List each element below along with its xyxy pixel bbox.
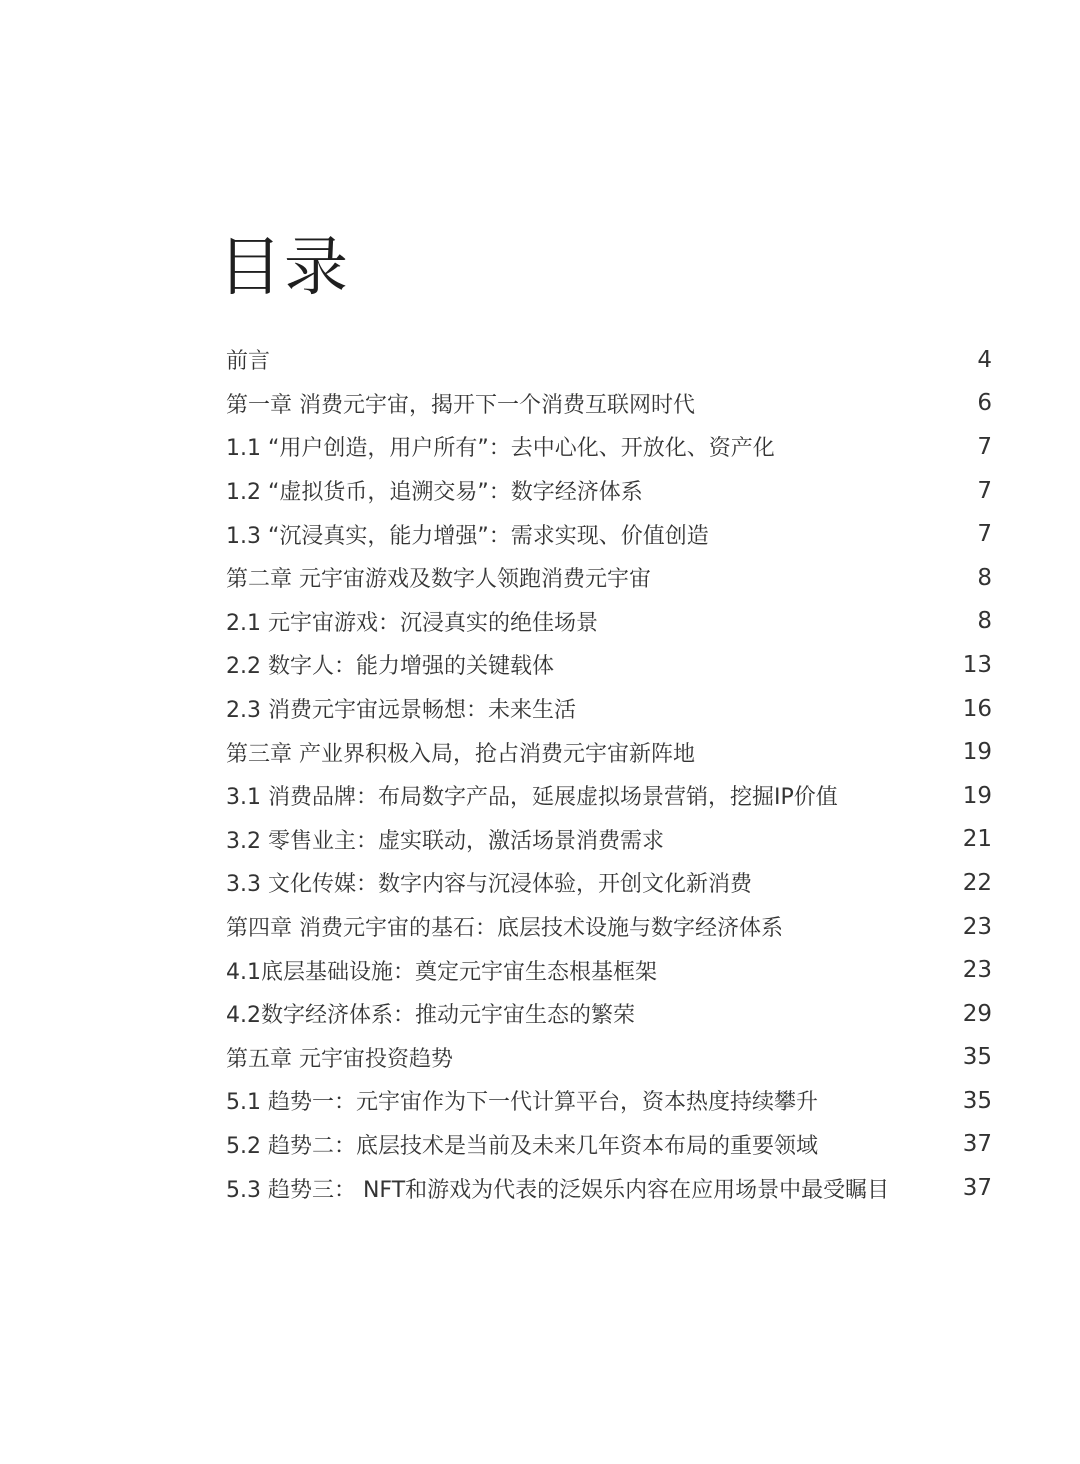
- toc-entry-label: 4.2数字经济体系：推动元宇宙生态的繁荣: [226, 1003, 635, 1029]
- toc-entry-label: 4.1底层基础设施：奠定元宇宙生态根基框架: [226, 959, 657, 985]
- toc-entry-page: 16: [962, 695, 992, 722]
- toc-entry[interactable]: [226, 382, 992, 426]
- toc-entry-page: 6: [977, 390, 992, 417]
- toc-entry-page: 4: [977, 346, 992, 373]
- toc-entry-label: 1.1 “用户创造，用户所有”：去中心化、开放化、资产化: [226, 436, 775, 462]
- toc-entry[interactable]: [226, 818, 992, 862]
- toc-entry-label: 1.3 “沉浸真实，能力增强”：需求实现、价值创造: [226, 523, 709, 549]
- toc-entry-page: 7: [977, 521, 992, 548]
- toc-entry[interactable]: [226, 905, 992, 949]
- toc-entry-page: 7: [977, 477, 992, 504]
- toc-entry-page: 23: [962, 957, 992, 984]
- toc-entry-label: 第五章 元宇宙投资趋势: [226, 1046, 453, 1072]
- toc-entry-page: 19: [962, 739, 992, 766]
- toc-entry[interactable]: [226, 556, 992, 600]
- toc-entry-page: 13: [962, 651, 992, 678]
- toc-entry-label: 第二章 元宇宙游戏及数字人领跑消费元宇宙: [226, 567, 651, 593]
- toc-entry[interactable]: [226, 992, 992, 1036]
- toc-title: 目录: [218, 231, 350, 305]
- toc-entry-page: 35: [962, 1087, 992, 1114]
- toc-entry-label: 3.3 文化传媒：数字内容与沉浸体验，开创文化新消费: [226, 872, 752, 898]
- toc-entry-page: 37: [962, 1131, 992, 1158]
- toc-entry[interactable]: [226, 338, 992, 382]
- toc-list: [226, 338, 992, 1210]
- toc-entry[interactable]: [226, 1166, 992, 1210]
- toc-entry-label: 前言: [226, 349, 271, 375]
- toc-entry[interactable]: [226, 861, 992, 905]
- toc-entry[interactable]: [226, 1036, 992, 1080]
- toc-entry[interactable]: [226, 425, 992, 469]
- toc-entry-label: 3.2 零售业主：虚实联动，激活场景消费需求: [226, 828, 664, 854]
- toc-entry[interactable]: [226, 643, 992, 687]
- toc-entry-page: 29: [962, 1000, 992, 1027]
- toc-entry-label: 第一章 消费元宇宙，揭开下一个消费互联网时代: [226, 392, 695, 418]
- toc-entry[interactable]: [226, 687, 992, 731]
- toc-entry-page: 8: [977, 564, 992, 591]
- toc-entry-label: 2.2 数字人：能力增强的关键载体: [226, 654, 554, 680]
- toc-entry[interactable]: [226, 1079, 992, 1123]
- toc-entry-page: 23: [962, 913, 992, 940]
- toc-entry-label: 2.3 消费元宇宙远景畅想：未来生活: [226, 698, 576, 724]
- toc-entry-label: 5.3 趋势三： NFT和游戏为代表的泛娱乐内容在应用场景中最受瞩目: [226, 1177, 890, 1203]
- toc-entry-page: 19: [962, 782, 992, 809]
- toc-entry-label: 第四章 消费元宇宙的基石：底层技术设施与数字经济体系: [226, 916, 783, 942]
- toc-entry[interactable]: [226, 948, 992, 992]
- toc-entry[interactable]: [226, 512, 992, 556]
- toc-entry[interactable]: [226, 774, 992, 818]
- toc-entry[interactable]: [226, 1123, 992, 1167]
- toc-entry-page: 7: [977, 433, 992, 460]
- toc-entry-label: 3.1 消费品牌：布局数字产品，延展虚拟场景营销，挖掘IP价值: [226, 785, 838, 811]
- toc-entry-label: 2.1 元宇宙游戏：沉浸真实的绝佳场景: [226, 610, 598, 636]
- toc-entry[interactable]: [226, 469, 992, 513]
- toc-entry-page: 21: [962, 826, 992, 853]
- toc-entry-page: 37: [962, 1175, 992, 1202]
- toc-entry[interactable]: [226, 600, 992, 644]
- toc-entry[interactable]: [226, 730, 992, 774]
- toc-entry-page: 8: [977, 608, 992, 635]
- toc-entry-label: 5.1 趋势一：元宇宙作为下一代计算平台，资本热度持续攀升: [226, 1090, 818, 1116]
- toc-entry-page: 22: [962, 869, 992, 896]
- toc-entry-label: 第三章 产业界积极入局，抢占消费元宇宙新阵地: [226, 741, 695, 767]
- toc-entry-page: 35: [962, 1044, 992, 1071]
- toc-entry-label: 5.2 趋势二：底层技术是当前及未来几年资本布局的重要领域: [226, 1133, 818, 1159]
- toc-entry-label: 1.2 “虚拟货币，追溯交易”：数字经济体系: [226, 480, 643, 506]
